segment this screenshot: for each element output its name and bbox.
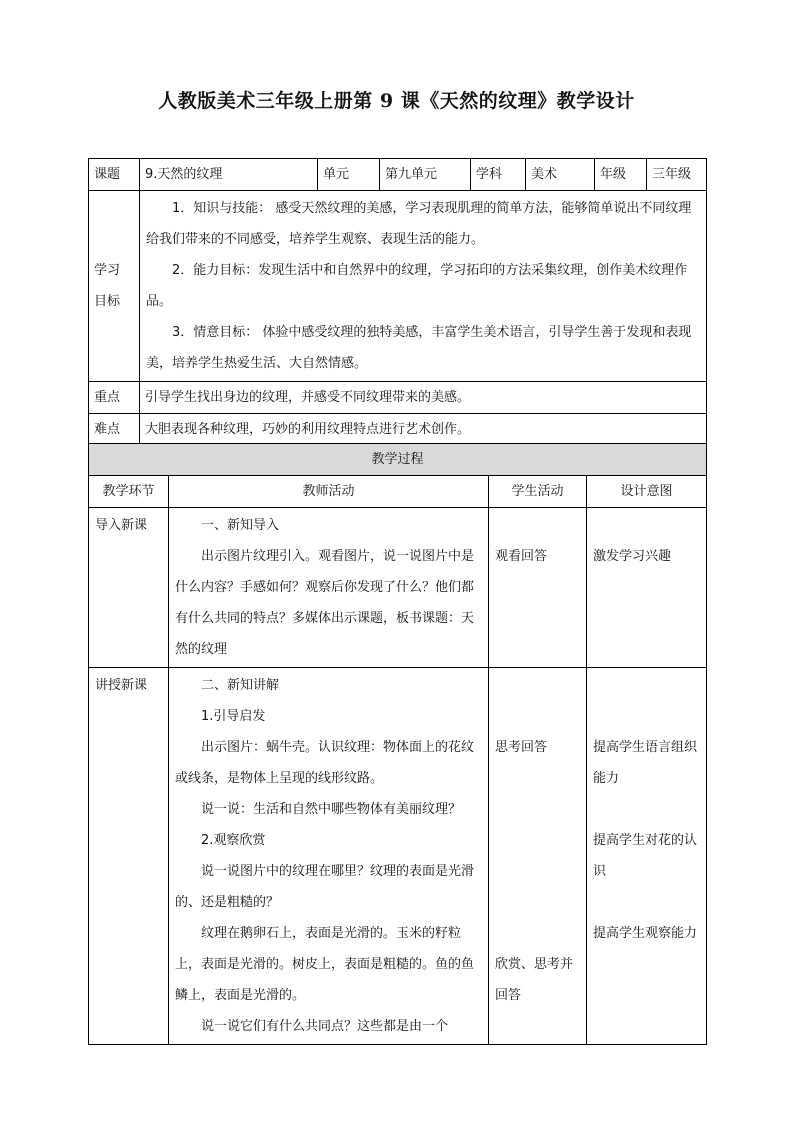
new-teacher-question1: 说一说：生活和自然中哪些物体有美丽纹理？ [201,802,462,817]
goals-label-line2: 目标 [94,294,121,309]
subject-value: 美术 [526,159,595,191]
goal-knowledge: 1．知识与技能： 感受天然纹理的美感，学习表现肌理的简单方法，能够简单说出不同纹理给我们带来的不同感受，培养学生观察、表现生活的能力。 [146,201,692,247]
new-student-appreciate: 欣赏、思考并回答 [495,957,574,1003]
col-student: 学生活动 [489,476,587,508]
intro-stage: 导入新课 [89,508,169,668]
intro-student [489,508,587,668]
topic-value: 9.天然的纹理 [140,159,318,191]
col-intent: 设计意图 [587,476,707,508]
new-teacher-examples: 纹理在鹅卵石上，表面是光滑的。玉米的籽粒上，表面是光滑的。树皮上，表面是粗糙的。鱼的鱼鳞上，表面是光滑的。 [175,926,475,1003]
intro-teacher-text: 出示图片纹理引入。观看图片，说一说图片中是什么内容？手感如何？观察后你发现了什么？他们都有什么共同的特点？多媒体出示课题，板书课题：天然的纹理 [175,549,475,657]
col-stage: 教学环节 [89,476,169,508]
grade-value: 三年级 [647,159,707,191]
new-student-think: 思考回答 [495,740,548,755]
goal-emotion: 3．情意目标： 体验中感受纹理的独特美感，丰富学生美术语言，引导学生善于发现和表现美，培养学生热爱生活、大自然情感。 [146,325,692,371]
new-intent-observe: 提高学生观察能力 [593,926,698,941]
info-table [88,158,707,446]
key-text: 引导学生找出身边的纹理，并感受不同纹理带来的美感。 [140,382,707,414]
goals-label [89,191,140,382]
intro-teacher-heading: 一、新知导入 [201,518,280,533]
difficulty-label: 难点 [89,414,140,446]
intro-intent-text: 激发学习兴趣 [593,549,672,564]
new-teacher-step1: 1.引导启发 [201,709,266,724]
goal-ability: 2．能力目标：发现生活中和自然界中的纹理，学习拓印的方法采集纹理，创作美术纹理作品。 [146,263,688,309]
goals-content [140,191,707,382]
new-intent-flower: 提高学生对花的认识 [593,833,698,879]
table-row [89,668,707,1045]
intro-intent [587,508,707,668]
new-teacher [169,668,489,1045]
intro-teacher [169,508,489,668]
new-intent [587,668,707,1045]
new-teacher-heading: 二、新知讲解 [201,678,280,693]
new-intent-language: 提高学生语言组织能力 [593,740,698,786]
unit-label: 单元 [318,159,380,191]
table-row [89,508,707,668]
intro-student-text: 观看回答 [495,549,548,564]
new-teacher-question2: 说一说图片中的纹理在哪里？纹理的表面是光滑的、还是粗糙的？ [175,864,475,910]
grade-label: 年级 [595,159,647,191]
new-stage: 讲授新课 [89,668,169,1045]
new-teacher-question3: 说一说它们有什么共同点？这些都是由一个 [201,1019,449,1034]
col-teacher: 教师活动 [169,476,489,508]
new-teacher-step2: 2.观察欣赏 [201,833,266,848]
process-header: 教学过程 [89,444,707,476]
difficulty-text: 大胆表现各种纹理，巧妙的利用纹理特点进行艺术创作。 [140,414,707,446]
unit-value: 第九单元 [380,159,471,191]
new-student [489,668,587,1045]
process-table [88,443,707,1045]
new-teacher-snail: 出示图片：蜗牛壳。认识纹理：物体面上的花纹或线条，是物体上呈现的线形纹路。 [175,740,475,786]
topic-label: 课题 [89,159,140,191]
key-label: 重点 [89,382,140,414]
subject-label: 学科 [471,159,526,191]
goals-label-line1: 学习 [94,263,121,278]
document-title: 人教版美术三年级上册第 9 课《天然的纹理》教学设计 [158,90,635,112]
